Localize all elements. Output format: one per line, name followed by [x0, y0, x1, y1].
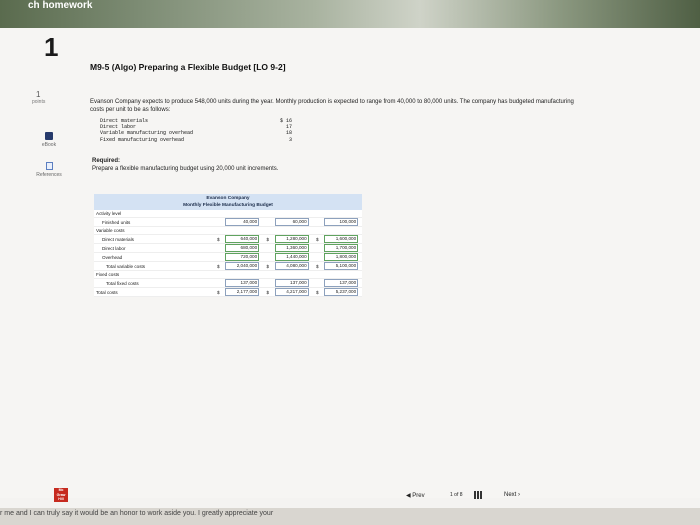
required-label: Required: — [92, 158, 121, 164]
cost-number: 16 — [285, 118, 292, 124]
page-indicator: 1 of 8 — [450, 492, 463, 498]
finished-units-input-2[interactable]: 60,000 — [275, 218, 309, 226]
flexible-budget — [94, 194, 362, 297]
direct-labor-input-3[interactable]: 1,700,000 — [324, 244, 358, 252]
ebook-icon — [45, 132, 53, 140]
overhead-input-1[interactable]: 720,000 — [225, 253, 259, 261]
cost-row — [100, 137, 300, 143]
references-label: References — [36, 172, 62, 178]
question-number: 1 — [44, 32, 59, 62]
direct-labor-input-1[interactable]: 680,000 — [225, 244, 259, 252]
prev-arrow-icon: ◀ — [406, 493, 411, 499]
row-label: Fixed costs — [94, 271, 213, 279]
dollar-sign: $ — [263, 288, 273, 297]
header-partial-title: ch homework — [28, 0, 93, 11]
dollar-sign: $ — [213, 288, 223, 297]
ebook-link[interactable] — [24, 132, 74, 148]
references-icon — [46, 162, 53, 170]
row-label: Total costs — [94, 288, 213, 297]
row-label: Activity level — [94, 210, 213, 218]
points-indicator — [18, 90, 68, 105]
dollar-sign: $ — [263, 235, 273, 244]
table-row — [94, 271, 362, 279]
budget-header — [94, 194, 362, 210]
total-fixed-input-2[interactable]: 137,000 — [275, 279, 309, 287]
table-row — [94, 235, 362, 244]
cost-label: Fixed manufacturing overhead — [100, 136, 185, 143]
prev-label: Prev — [412, 493, 425, 499]
total-costs-input-2[interactable]: 4,217,000 — [275, 288, 309, 296]
assignment-page — [0, 28, 700, 498]
dollar-sign: $ — [312, 235, 322, 244]
finished-units-input-3[interactable]: 100,000 — [324, 218, 358, 226]
question-paragraph: Evanson Company expects to produce 548,000 units during the year. Monthly production is expected to range from 40,000 to 80,000 units. The company has budgeted manufacturing costs per unit to be as follows: — [90, 99, 574, 113]
cost-dollar: $ — [279, 118, 283, 124]
cost-label: Variable manufacturing overhead — [100, 130, 194, 137]
direct-labor-input-2[interactable]: 1,360,000 — [275, 244, 309, 252]
dollar-sign: $ — [312, 262, 322, 271]
table-row — [94, 218, 362, 227]
cost-label: Direct materials — [100, 118, 149, 124]
row-label: Finished units — [94, 218, 213, 227]
total-costs-input-1[interactable]: 2,177,000 — [225, 288, 259, 296]
prev-button[interactable] — [406, 492, 425, 499]
dollar-sign: $ — [312, 288, 322, 297]
next-arrow-icon: › — [518, 492, 521, 498]
total-fixed-input-3[interactable]: 137,000 — [324, 279, 358, 287]
table-row — [94, 279, 362, 288]
row-label: Overhead — [94, 253, 213, 262]
next-label: Next — [504, 492, 517, 498]
question-title: M9-5 (Algo) Preparing a Flexible Budget [LO 9-2] — [90, 62, 286, 72]
budget-company: Evanson Company — [206, 196, 250, 201]
dollar-sign: $ — [213, 235, 223, 244]
cost-value: 3 — [288, 136, 292, 143]
row-label: Variable costs — [94, 227, 213, 235]
table-row — [94, 227, 362, 235]
total-costs-input-3[interactable]: 5,237,000 — [324, 288, 358, 296]
direct-materials-input-1[interactable]: 640,000 — [225, 235, 259, 243]
row-label: Direct materials — [94, 235, 213, 244]
grid-icon[interactable] — [474, 491, 482, 499]
cost-label: Direct labor — [100, 124, 137, 131]
budget-table — [94, 210, 362, 297]
total-variable-input-1[interactable]: 2,040,000 — [225, 262, 259, 270]
total-variable-input-2[interactable]: 4,080,000 — [275, 262, 309, 270]
table-row — [94, 244, 362, 253]
unit-cost-list — [100, 118, 300, 143]
direct-materials-input-2[interactable]: 1,280,000 — [275, 235, 309, 243]
row-label: Direct labor — [94, 244, 213, 253]
cost-value: 18 — [285, 130, 292, 137]
direct-materials-input-3[interactable]: 1,600,000 — [324, 235, 358, 243]
points-value: 1 — [36, 90, 41, 99]
background-overlay-text: r me and I can truly say it would be an honor to work aside you. I greatly appreciate your — [0, 510, 274, 517]
points-label: points — [32, 99, 46, 105]
total-variable-input-3[interactable]: 5,100,000 — [324, 262, 358, 270]
table-row — [94, 210, 362, 218]
ebook-label: eBook — [41, 142, 57, 148]
finished-units-input-1[interactable]: 40,000 — [225, 218, 259, 226]
photo-background-top — [0, 0, 700, 30]
references-link[interactable] — [24, 162, 74, 178]
dollar-sign: $ — [213, 262, 223, 271]
overhead-input-2[interactable]: 1,440,000 — [275, 253, 309, 261]
row-label: Total variable costs — [94, 262, 213, 271]
required-text: Prepare a flexible manufacturing budget using 20,000 unit increments. — [92, 166, 279, 172]
table-row — [94, 288, 362, 297]
overhead-input-3[interactable]: 1,800,000 — [324, 253, 358, 261]
mcgraw-hill-logo: Mc Graw Hill — [54, 488, 68, 502]
table-row — [94, 253, 362, 262]
row-label: Total fixed costs — [94, 279, 213, 288]
cost-value: 17 — [285, 124, 292, 131]
total-fixed-input-1[interactable]: 137,000 — [225, 279, 259, 287]
next-button[interactable] — [504, 492, 520, 498]
table-row — [94, 262, 362, 271]
dollar-sign: $ — [263, 262, 273, 271]
budget-subtitle: Monthly Flexible Manufacturing Budget — [183, 203, 273, 208]
